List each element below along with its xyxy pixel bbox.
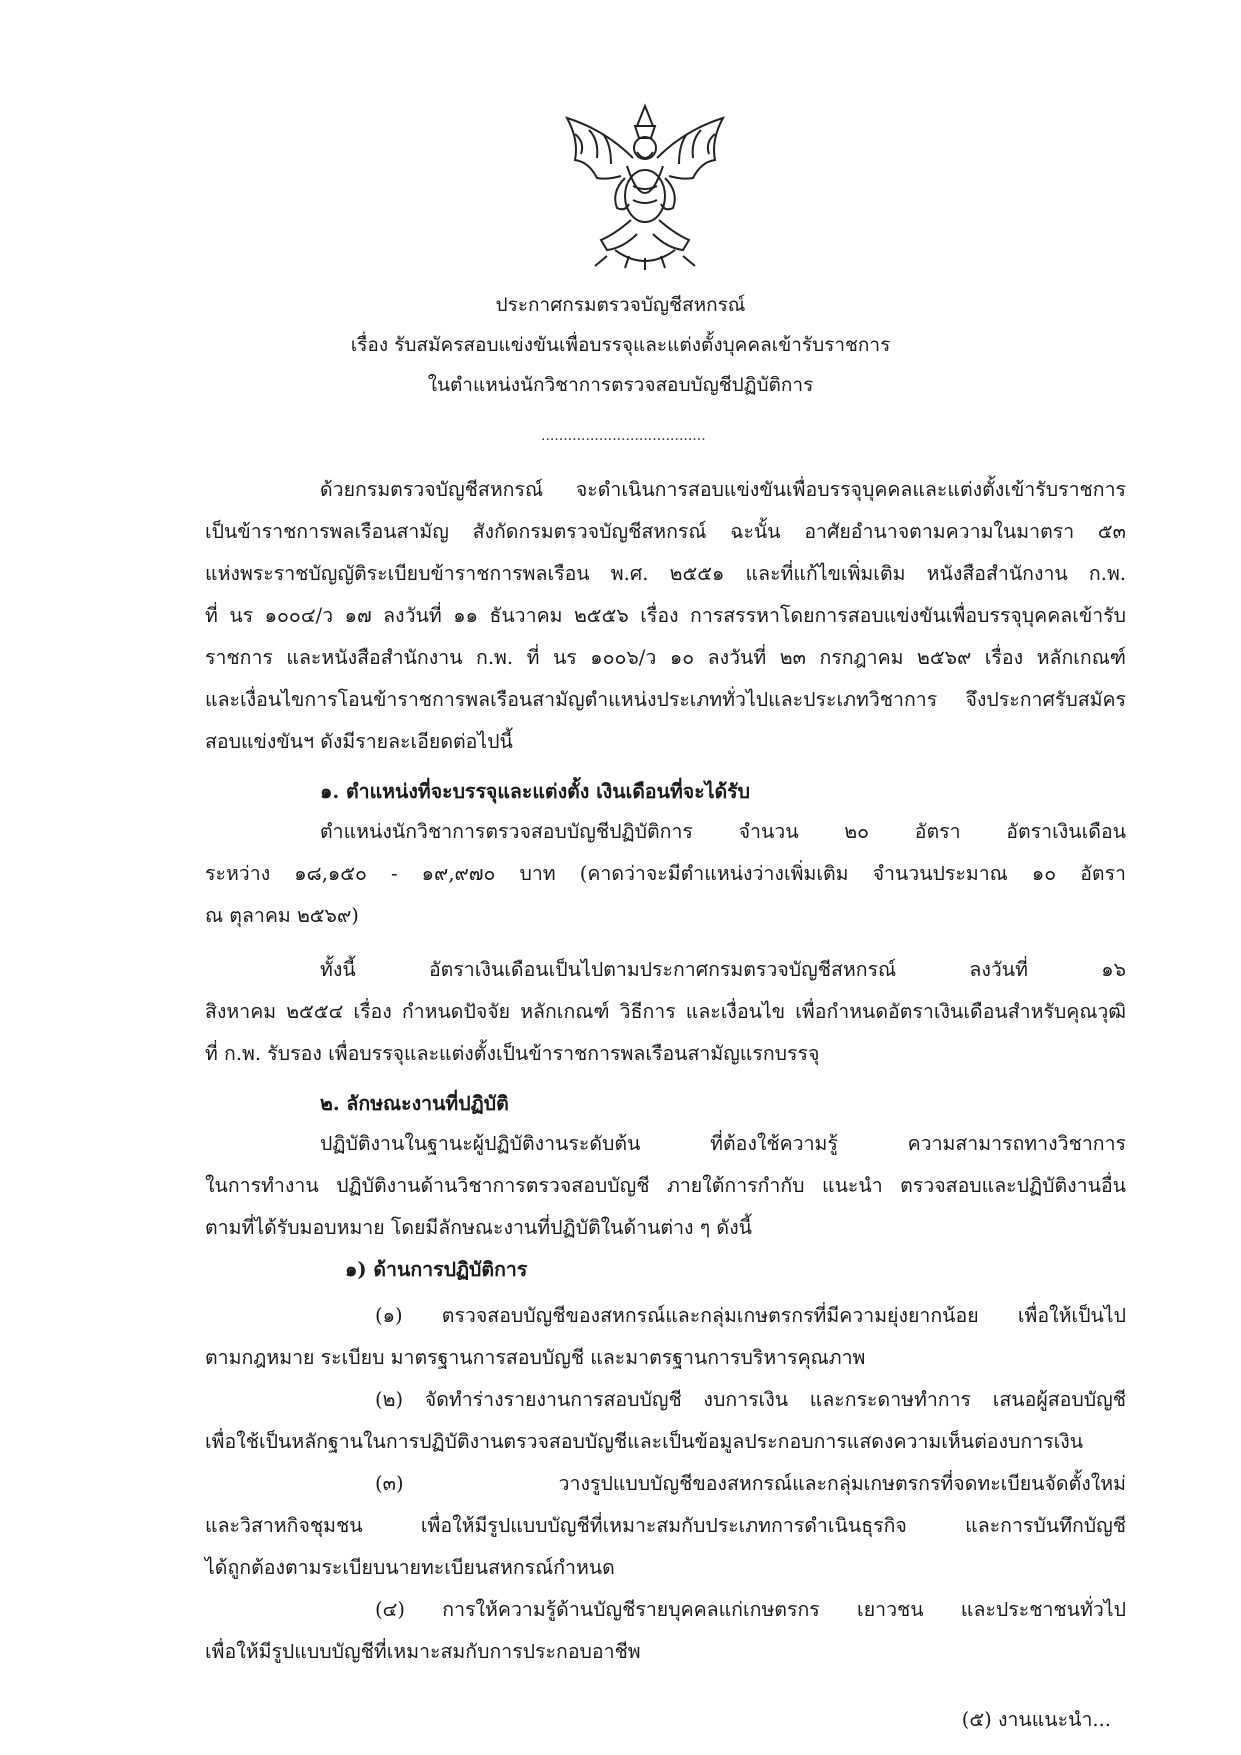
section-2-subheading: ๑) ด้านการปฏิบัติการ [345, 1258, 528, 1281]
duty-item-line: เพื่อใช้เป็นหลักฐานในการปฏิบัติงานตรวจสอบบัญชีและเป็นข้อมูลประกอบการแสดงความเห็นต่องบการเงิน [205, 1430, 1084, 1453]
intro-line: เป็นข้าราชการพลเรือนสามัญ สังกัดกรมตรวจบัญชีสหกรณ์ ฉะนั้น อาศัยอำนาจตามความในมาตรา ๕๓ [205, 520, 1126, 543]
page-continuation: (๕) งานแนะนำ... [961, 1708, 1111, 1731]
intro-line: ราชการ และหนังสือสำนักงาน ก.พ. ที่ นร ๑๐๐๖/ว ๑๐ ลงวันที่ ๒๓ กรกฎาคม ๒๕๖๙ เรื่อง หลักเกณฑ์ [205, 646, 1126, 669]
section-1-line: ระหว่าง ๑๘,๑๕๐ - ๑๙,๙๗๐ บาท (คาดว่าจะมีตำแหน่งว่างเพิ่มเติม จำนวนประมาณ ๑๐ อัตรา [205, 862, 1126, 885]
section-2-line: ตามที่ได้รับมอบหมาย โดยมีลักษณะงานที่ปฏิบัติในด้านต่าง ๆ ดังนี้ [205, 1216, 752, 1239]
separator-dots: ..................................... [541, 428, 706, 444]
section-2-heading: ๒. ลักษณะงานที่ปฏิบัติ [320, 1092, 509, 1115]
duty-item-line: ได้ถูกต้องตามระเบียบนายทะเบียนสหกรณ์กำหนด [205, 1556, 615, 1579]
section-2-line: ในการทำงาน ปฏิบัติงานด้านวิชาการตรวจสอบบัญชี ภายใต้การกำกับ แนะนำ ตรวจสอบและปฏิบัติงานอื่น [205, 1174, 1126, 1197]
duty-item-line: เพื่อให้มีรูปแบบบัญชีที่เหมาะสมกับการประกอบอาชีพ [205, 1640, 641, 1663]
intro-line: แห่งพระราชบัญญัติระเบียบข้าราชการพลเรือน พ.ศ. ๒๕๕๑ และที่แก้ไขเพิ่มเติม หนังสือสำนักงาน ก.พ. [205, 562, 1126, 585]
section-1-line: ตำแหน่งนักวิชาการตรวจสอบบัญชีปฏิบัติการ จำนวน ๒๐ อัตรา อัตราเงินเดือน [320, 820, 1126, 843]
section-1-line: สิงหาคม ๒๕๕๔ เรื่อง กำหนดปัจจัย หลักเกณฑ์ วิธีการ และเงื่อนไข เพื่อกำหนดอัตราเงินเดือนสำหรับคุณวุฒิ [205, 1000, 1126, 1023]
announcement-subject: เรื่อง รับสมัครสอบแข่งขันเพื่อบรรจุและแต่งตั้งบุคคลเข้ารับราชการ [350, 334, 891, 356]
intro-line: สอบแข่งขันฯ ดังมีรายละเอียดต่อไปนี้ [205, 730, 513, 753]
duty-item-line: (๒) จัดทำร่างรายงานการสอบบัญชี งบการเงิน และกระดาษทำการ เสนอผู้สอบบัญชี [375, 1388, 1126, 1411]
section-1-line: ณ ตุลาคม ๒๕๖๙) [205, 904, 359, 927]
announcement-title: ประกาศกรมตรวจบัญชีสหกรณ์ [495, 294, 746, 316]
garuda-emblem-icon [545, 100, 745, 272]
duty-item-line: (๑) ตรวจสอบบัญชีของสหกรณ์และกลุ่มเกษตรกรที่มีความยุ่งยากน้อย เพื่อให้เป็นไป [375, 1304, 1126, 1327]
duty-item-line: (๓) วางรูปแบบบัญชีของสหกรณ์และกลุ่มเกษตรกรที่จดทะเบียนจัดตั้งใหม่ [375, 1472, 1126, 1495]
announcement-position: ในตำแหน่งนักวิชาการตรวจสอบบัญชีปฏิบัติการ [427, 374, 814, 396]
duty-item-line: ตามกฎหมาย ระเบียบ มาตรฐานการสอบบัญชี และมาตรฐานการบริหารคุณภาพ [205, 1346, 866, 1369]
section-1-line: ที่ ก.พ. รับรอง เพื่อบรรจุและแต่งตั้งเป็นข้าราชการพลเรือนสามัญแรกบรรจุ [205, 1042, 820, 1065]
section-1-heading: ๑. ตำแหน่งที่จะบรรจุและแต่งตั้ง เงินเดือนที่จะได้รับ [320, 780, 751, 803]
section-2-line: ปฏิบัติงานในฐานะผู้ปฏิบัติงานระดับต้น ที่ต้องใช้ความรู้ ความสามารถทางวิชาการ [320, 1132, 1126, 1155]
section-1-line: ทั้งนี้ อัตราเงินเดือนเป็นไปตามประกาศกรมตรวจบัญชีสหกรณ์ ลงวันที่ ๑๖ [320, 958, 1126, 981]
duty-item-line: (๔) การให้ความรู้ด้านบัญชีรายบุคคลแก่เกษตรกร เยาวชน และประชาชนทั่วไป [375, 1598, 1126, 1621]
intro-line: และเงื่อนไขการโอนข้าราชการพลเรือนสามัญตำแหน่งประเภททั่วไปและประเภทวิชาการ จึงประกาศรับสมัคร [205, 688, 1126, 711]
duty-item-line: และวิสาหกิจชุมชน เพื่อให้มีรูปแบบบัญชีที่เหมาะสมกับประเภทการดำเนินธุรกิจ และการบันทึกบัญชี [205, 1514, 1126, 1537]
intro-line: ด้วยกรมตรวจบัญชีสหกรณ์ จะดำเนินการสอบแข่งขันเพื่อบรรจุบุคคลและแต่งตั้งเข้ารับราชการ [320, 478, 1126, 501]
intro-line: ที่ นร ๑๐๐๔/ว ๑๗ ลงวันที่ ๑๑ ธันวาคม ๒๕๕๖ เรื่อง การสรรหาโดยการสอบแข่งขันเพื่อบรรจุบุคคลเข้ารับ [205, 604, 1126, 627]
